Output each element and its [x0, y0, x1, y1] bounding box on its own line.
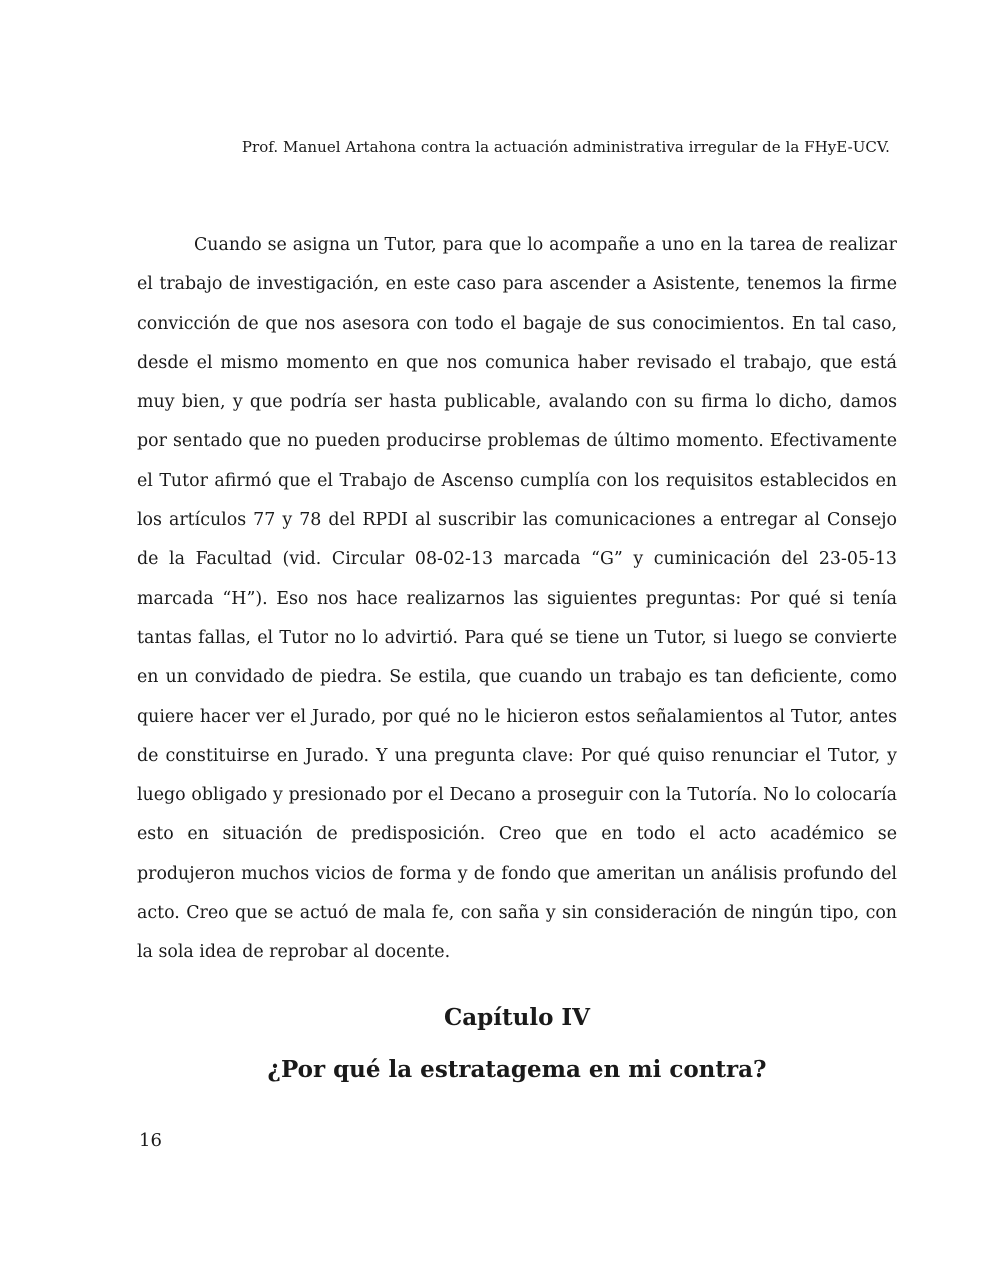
chapter-number: Capítulo IV [443, 1004, 591, 1031]
body-paragraph: Cuando se asigna un Tutor, para que lo acompañe a uno en la tarea de realizar el trabajo de investigación, en este caso para ascender a Asistente, tenemos la firme convicción de que nos asesora con todo el bagaje de sus conocimientos. En tal caso, desde el mismo momento en que nos comunica haber revisado el trabajo, que está muy bien, y que podría ser hasta publicable, avalando con su firma lo dicho, damos por sentado que no pueden producirse problemas de último momento. Efectivamente el Tutor afirmó que el Trabajo de Ascenso cumplía con los requisitos establecidos en los artículos 77 y 78 del RPDI al suscribir las comunicaciones a entregar al Consejo de la Facultad (vid. Circular 08-02-13 marcada “G” y cuminicación del 23-05-13 marcada “H”). Eso nos hace realizarnos las siguientes preguntas: Por qué si tenía tantas fallas, el Tutor no lo advirtió. Para qué se tiene un Tutor, si luego se convierte en un convidado de piedra. Se estila, que cuando un trabajo es tan deficiente, como quiere hacer ver el Jurado, por qué no le hicieron estos señalamientos al Tutor, antes de constituirse en Jurado. Y una pregunta clave: Por qué quiso renunciar el Tutor, y luego obligado y presionado por el Decano a proseguir con la Tutoría. No lo colocaría esto en situación de predisposición. Creo que en todo el acto académico se produjeron muchos vicios de forma y de fondo que ameritan un análisis profundo del acto. Creo que se actuó de mala fe, con saña y sin consideración de ningún tipo, con la sola idea de reprobar al docente. [137, 235, 897, 963]
chapter-title: ¿Por qué la estratagema en mi contra? [267, 1056, 767, 1083]
running-header: Prof. Manuel Artahona contra la actuación administrativa irregular de la FHyE-UCV. [241, 138, 890, 156]
page-number: 16 [139, 1130, 162, 1151]
